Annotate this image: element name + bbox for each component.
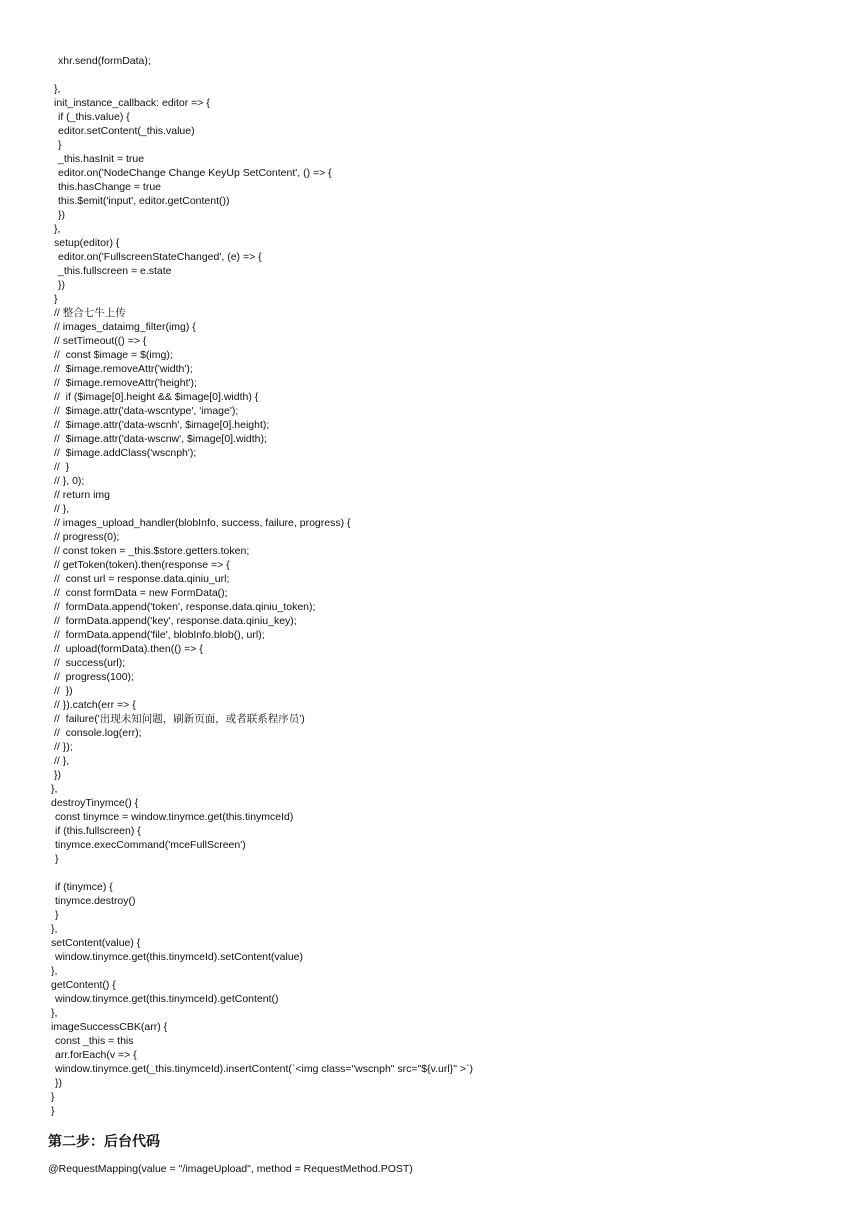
code-line: window.tinymce.get(_this.tinymceId).insertContent(`<img class="wscnph" src="${v.url}" >`) bbox=[55, 1063, 473, 1075]
code-line: }, bbox=[51, 1007, 58, 1019]
code-line: const tinymce = window.tinymce.get(this.tinymceId) bbox=[55, 811, 294, 823]
code-line: // } bbox=[54, 461, 70, 473]
code-line: const _this = this bbox=[55, 1035, 134, 1047]
code-line: } bbox=[54, 293, 58, 305]
code-line: // setTimeout(() => { bbox=[54, 335, 147, 347]
code-line: if (this.fullscreen) { bbox=[55, 825, 141, 837]
code-line: // $image.attr('data-wscnw', $image[0].width); bbox=[54, 433, 267, 445]
code-line: // 整合七牛上传 bbox=[54, 307, 126, 319]
code-line: if (_this.value) { bbox=[58, 111, 130, 123]
code-line: // upload(formData).then(() => { bbox=[54, 643, 203, 655]
code-line: // getToken(token).then(response => { bbox=[54, 559, 230, 571]
code-line: init_instance_callback: editor => { bbox=[54, 97, 210, 109]
code-line: // failure('出现未知问题，刷新页面，或者联系程序员') bbox=[54, 713, 305, 725]
code-line: }, bbox=[54, 223, 61, 235]
code-line: // $image.attr('data-wscntype', 'image'); bbox=[54, 405, 239, 417]
code-line: editor.on('NodeChange Change KeyUp SetContent', () => { bbox=[58, 167, 332, 179]
code-line: tinymce.destroy() bbox=[55, 895, 136, 907]
code-line: // const url = response.data.qiniu_url; bbox=[54, 573, 230, 585]
code-line: } bbox=[51, 1105, 55, 1117]
code-line: // formData.append('file', blobInfo.blob(), url); bbox=[54, 629, 265, 641]
code-line: // return img bbox=[54, 489, 111, 501]
code-line: // formData.append('token', response.data.qiniu_token); bbox=[54, 601, 316, 613]
code-line: }, bbox=[51, 783, 58, 795]
code-line: // }, 0); bbox=[54, 475, 85, 487]
code-line: if (tinymce) { bbox=[55, 881, 113, 893]
code-line: }, bbox=[51, 923, 58, 935]
code-line: // $image.removeAttr('width'); bbox=[54, 363, 193, 375]
code-line bbox=[0, 68, 868, 82]
code-line: }) bbox=[54, 769, 62, 781]
code-line: // images_upload_handler(blobInfo, success, failure, progress) { bbox=[54, 517, 351, 529]
code-line: // formData.append('key', response.data.qiniu_key); bbox=[54, 615, 297, 627]
code-line: // if ($image[0].height && $image[0].width) { bbox=[54, 391, 259, 403]
code-line: editor.setContent(_this.value) bbox=[58, 125, 195, 137]
code-line: // }) bbox=[54, 685, 73, 697]
code-block bbox=[0, 54, 868, 1118]
code-line: setup(editor) { bbox=[54, 237, 120, 249]
code-line: // $image.removeAttr('height'); bbox=[54, 377, 197, 389]
code-line: // }, bbox=[54, 755, 70, 767]
code-line: // images_dataimg_filter(img) { bbox=[54, 321, 196, 333]
code-line: // progress(100); bbox=[54, 671, 134, 683]
code-line: // $image.attr('data-wscnh', $image[0].height); bbox=[54, 419, 270, 431]
code-line: this.hasChange = true bbox=[58, 181, 162, 193]
code-line: xhr.send(formData); bbox=[58, 55, 151, 67]
code-line: }) bbox=[58, 209, 66, 221]
code-line: // const formData = new FormData(); bbox=[54, 587, 228, 599]
code-line: // const token = _this.$store.getters.token; bbox=[54, 545, 250, 557]
code-line: // progress(0); bbox=[54, 531, 120, 543]
code-line: } bbox=[51, 1091, 55, 1103]
code-line: this.$emit('input', editor.getContent()) bbox=[58, 195, 230, 207]
code-line: // console.log(err); bbox=[54, 727, 142, 739]
code-line: // success(url); bbox=[54, 657, 126, 669]
code-line: // $image.addClass('wscnph'); bbox=[54, 447, 197, 459]
code-line: _this.fullscreen = e.state bbox=[58, 265, 172, 277]
code-line: // }).catch(err => { bbox=[54, 699, 136, 711]
code-line: } bbox=[55, 853, 59, 865]
code-line: setContent(value) { bbox=[51, 937, 141, 949]
code-line: // const $image = $(img); bbox=[54, 349, 173, 361]
code-line-request-mapping: @RequestMapping(value = "/imageUpload", method = RequestMethod.POST) bbox=[48, 1163, 413, 1175]
code-line: window.tinymce.get(this.tinymceId).setContent(value) bbox=[55, 951, 304, 963]
code-line: editor.on('FullscreenStateChanged', (e) => { bbox=[58, 251, 262, 263]
code-line: }) bbox=[58, 279, 66, 291]
code-line: destroyTinymce() { bbox=[51, 797, 139, 809]
code-line: imageSuccessCBK(arr) { bbox=[51, 1021, 168, 1033]
code-line: arr.forEach(v => { bbox=[55, 1049, 137, 1061]
code-line: } bbox=[58, 139, 62, 151]
code-line bbox=[0, 866, 868, 880]
code-line: window.tinymce.get(this.tinymceId).getContent() bbox=[55, 993, 279, 1005]
section-heading: 第二步：后台代码 bbox=[48, 1133, 160, 1149]
code-line: getContent() { bbox=[51, 979, 116, 991]
code-line: }, bbox=[54, 83, 61, 95]
code-line: }, bbox=[51, 965, 58, 977]
code-line: } bbox=[55, 909, 59, 921]
code-line: // }, bbox=[54, 503, 70, 515]
code-line: tinymce.execCommand('mceFullScreen') bbox=[55, 839, 246, 851]
code-line: // }); bbox=[54, 741, 73, 753]
code-line: _this.hasInit = true bbox=[58, 153, 145, 165]
code-line: }) bbox=[55, 1077, 63, 1089]
